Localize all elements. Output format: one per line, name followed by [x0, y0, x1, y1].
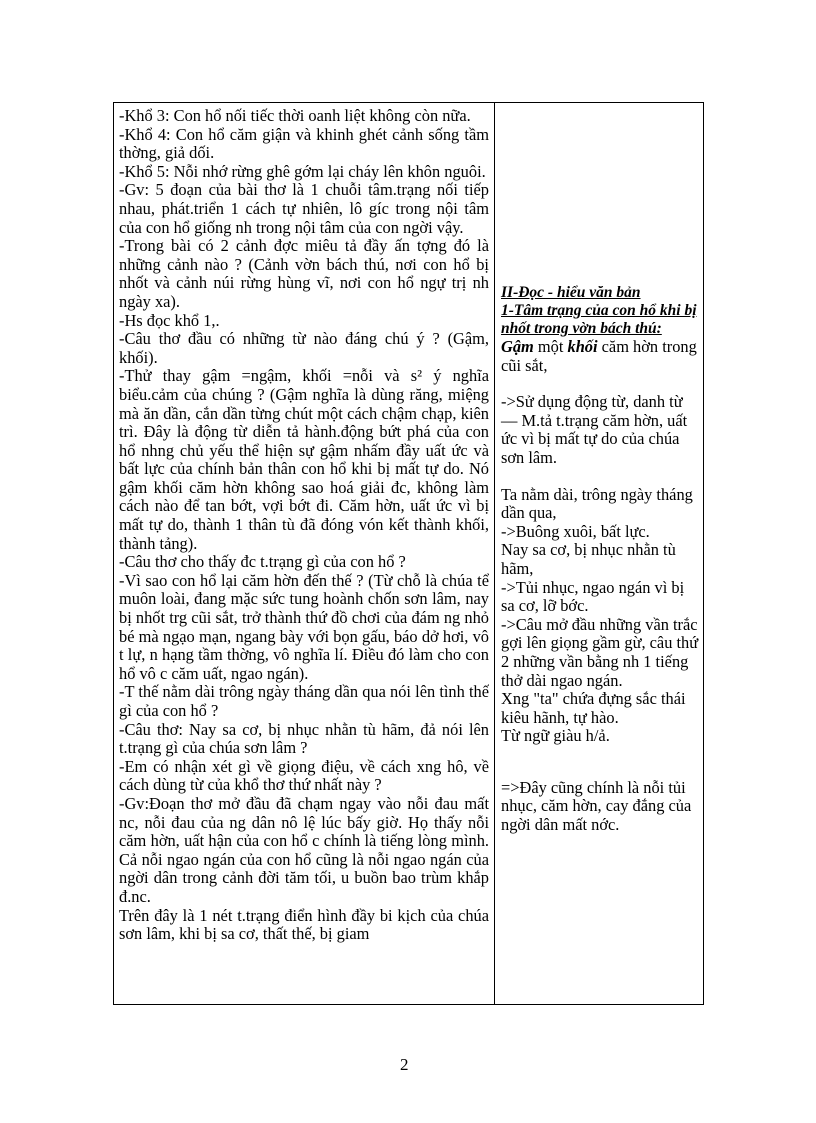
paragraph: -Câu thơ cho thấy đc t.trạng gì của con hổ ?	[119, 552, 406, 572]
section-title: II-Đọc - hiểu văn bản	[501, 284, 641, 301]
paragraph: -T thế nằm dài trông ngày tháng dần qua nói lên tình thế gì của con hổ ?	[119, 682, 489, 720]
analysis-note: ->Sử dụng động từ, danh từ — M.tả t.trạng căm hờn, uất ức vì bị mất tự do của chúa sơn lâm.	[501, 392, 688, 467]
paragraph: -Gv: 5 đoạn của bài thơ là 1 chuỗi tâm.trạng nối tiếp nhau, phát.triển 1 cách tự nhiên, lô gíc trong nội tâm của con hổ giống nh trong nội tâm của con ngời vậy.	[119, 180, 489, 237]
paragraph: -Em có nhận xét gì về giọng điệu, về cách xng hô, về cách dùng từ của khổ thơ thứ nhất này ?	[119, 756, 489, 795]
paragraph: Trên đây là 1 nét t.trạng điển hình đầy bi kịch của chúa sơn lâm, khi bị sa cơ, thất thế, bị giam	[119, 905, 489, 944]
paragraph: -Hs đọc khổ 1,.	[119, 310, 220, 330]
page-number: 2	[400, 1055, 409, 1074]
column-divider	[494, 103, 495, 1004]
paragraph: -Câu thơ đầu có những từ nào đáng chú ý ? (Gậm, khối).	[119, 329, 489, 367]
content-column	[501, 284, 700, 835]
quote-line: Gậm một khối căm hờn trong cũi sắt,	[501, 337, 697, 375]
analysis-note: ->Buông xuôi, bất lực.	[501, 521, 650, 541]
paragraph: -Gv:Đoạn thơ mở đầu đã chạm ngay vào nỗi đau mất nc, nỗi đau của ng dân nô lệ lúc bấy giờ. Họ thấy nỗi căm hờn, uất hận của con hổ c chính là tiếng lòng mình. Cả nỗi ngao ngán của con hổ cũng là nỗi ngao ngán của ngời dân trong cảnh đời tăm tối, u buồn bao trùm khắp đ.nc.	[119, 793, 489, 906]
lesson-table	[113, 102, 704, 1005]
paragraph: -Khổ 5: Nỗi nhớ rừng ghê gớm lại cháy lên khôn nguôi.	[119, 161, 486, 181]
paragraph: -Thử thay gậm =ngậm, khối =nỗi và s² ý nghĩa biểu.cảm của chúng ? (Gậm nghĩa là dùng răng, miệng mà ăn dần, cắn dần từng chút một cách chậm chạp, kiên trì. Đây là động từ diễn tả hành.động bứt phá của con hổ nhng chủ yếu thể hiện sự gậm nhấm đầy uất ức và bất lực của chính bản thân con hổ khi bị mất tự do. Nó gậm khối căm hờn không sao hoá giải đc, không làm cách nào để tan bớt, vợi bớt đi. Căm hờn, uất ức vì bị mất tự do, thành 1 thân tù đã đóng vón kết thành khối, thành tảng).	[119, 366, 489, 553]
analysis-note: Xng "ta" chứa đựng sắc thái kiêu hãnh, tự hào.	[501, 689, 686, 727]
analysis-note: Từ ngữ giàu h/ả.	[501, 726, 610, 746]
conclusion-note: =>Đây cũng chính là nỗi tủi nhục, căm hờn, cay đắng của ngời dân mất nớc.	[501, 777, 692, 835]
paragraph: -Khổ 4: Con hổ căm giận và khinh ghét cảnh sống tầm thờng, giả dối.	[119, 124, 489, 163]
analysis-note: ->Tủi nhục, ngao ngán vì bị sa cơ, lỡ bớc.	[501, 577, 685, 616]
quote-line: Ta nằm dài, trông ngày tháng dần qua,	[501, 484, 693, 523]
teacher-activity-column	[119, 107, 489, 1002]
paragraph: -Câu thơ: Nay sa cơ, bị nhục nhằn tù hãm, đả nói lên t.trạng gì của chúa sơn lâm ?	[119, 719, 489, 758]
quote-line: Nay sa cơ, bị nhục nhằn tù hãm,	[501, 540, 676, 578]
paragraph: -Khổ 3: Con hổ nối tiếc thời oanh liệt không còn nữa.	[119, 107, 471, 125]
paragraph: -Vì sao con hổ lại căm hờn đến thế ? (Từ chỗ là chúa tể muôn loài, đang mặc sức tung hoành chốn sơn lâm, nay bị nhốt trg cũi sắt, trở thành thứ đồ chơi của đám ng nhỏ bé mà ngạo mạn, ngang bày với bọn gấu, báo dở hơi, vô t lự, n hạng tầm thờng, vô nghĩa lí. Điều đó làm cho con hổ vô c căm uất, ngao ngán).	[119, 570, 489, 683]
analysis-note: ->Câu mở đầu những vần trắc gợi lên giọng gầm gừ, câu thứ 2 những vần bằng nh 1 tiếng thở dài ngao ngán.	[501, 614, 699, 690]
paragraph: -Trong bài có 2 cảnh đợc miêu tả đầy ấn tợng đó là những cảnh nào ? (Cảnh vờn bách thú, nơi con hổ bị nhốt và cảnh núi rừng hùng vĩ, nơi con hổ ngự trị nh ngày xa).	[119, 236, 489, 311]
subsection-title: 1-Tâm trạng của con hổ khi bị nhốt trong vờn bách thú:	[501, 302, 697, 337]
